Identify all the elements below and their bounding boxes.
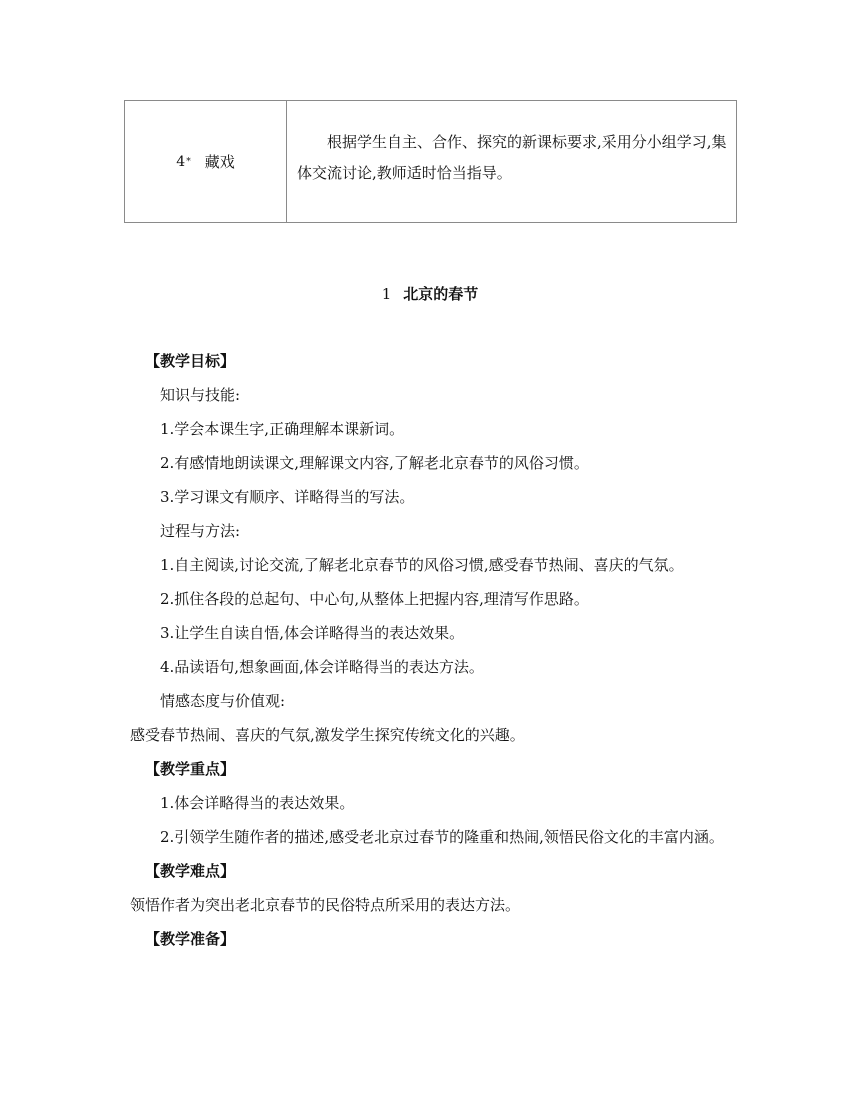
list-item: 2.引领学生随作者的描述,感受老北京过春节的隆重和热闹,领悟民俗文化的丰富内涵。 bbox=[160, 828, 724, 846]
section-heading-key: 【教学重点】 bbox=[145, 760, 236, 778]
list-item: 1.体会详略得当的表达效果。 bbox=[160, 794, 355, 812]
section-heading-difficulty: 【教学难点】 bbox=[145, 862, 236, 880]
table-cell-method: 根据学生自主、合作、探究的新课标要求,采用分小组学习,集体交流讨论,教师适时恰当指导。 bbox=[297, 133, 727, 182]
list-item: 2.有感情地朗读课文,理解课文内容,了解老北京春节的风俗习惯。 bbox=[160, 454, 589, 472]
subheading-process: 过程与方法: bbox=[160, 522, 241, 540]
lesson-title-number: 1 bbox=[381, 285, 392, 303]
lesson-title bbox=[0, 283, 860, 304]
list-item: 1.学会本课生字,正确理解本课新词。 bbox=[160, 420, 405, 438]
list-item: 3.让学生自读自悟,体会详略得当的表达效果。 bbox=[160, 624, 465, 642]
lesson-title-text: 北京的春节 bbox=[403, 285, 479, 303]
optional-mark: * bbox=[186, 156, 191, 167]
list-item: 2.抓住各段的总起句、中心句,从整体上把握内容,理清写作思路。 bbox=[160, 590, 589, 608]
subheading-knowledge: 知识与技能: bbox=[160, 386, 241, 404]
table-cell-lesson bbox=[125, 101, 287, 222]
list-item: 4.品读语句,想象画面,体会详略得当的表达方法。 bbox=[160, 658, 484, 676]
subheading-emotion: 情感态度与价值观: bbox=[160, 692, 286, 710]
section-heading-prep: 【教学准备】 bbox=[145, 930, 236, 948]
list-item: 1.自主阅读,讨论交流,了解老北京春节的风俗习惯,感受春节热闹、喜庆的气氛。 bbox=[160, 556, 684, 574]
paragraph-emotion: 感受春节热闹、喜庆的气氛,激发学生探究传统文化的兴趣。 bbox=[130, 726, 525, 744]
lesson-content bbox=[130, 344, 736, 956]
lesson-method-table bbox=[124, 100, 737, 223]
lesson-number: 4 bbox=[176, 153, 186, 170]
lesson-name: 藏戏 bbox=[204, 153, 235, 171]
paragraph-difficulty: 领悟作者为突出老北京春节的民俗特点所采用的表达方法。 bbox=[130, 896, 521, 914]
list-item: 3.学习课文有顺序、详略得当的写法。 bbox=[160, 488, 415, 506]
section-heading-goals: 【教学目标】 bbox=[145, 352, 236, 370]
